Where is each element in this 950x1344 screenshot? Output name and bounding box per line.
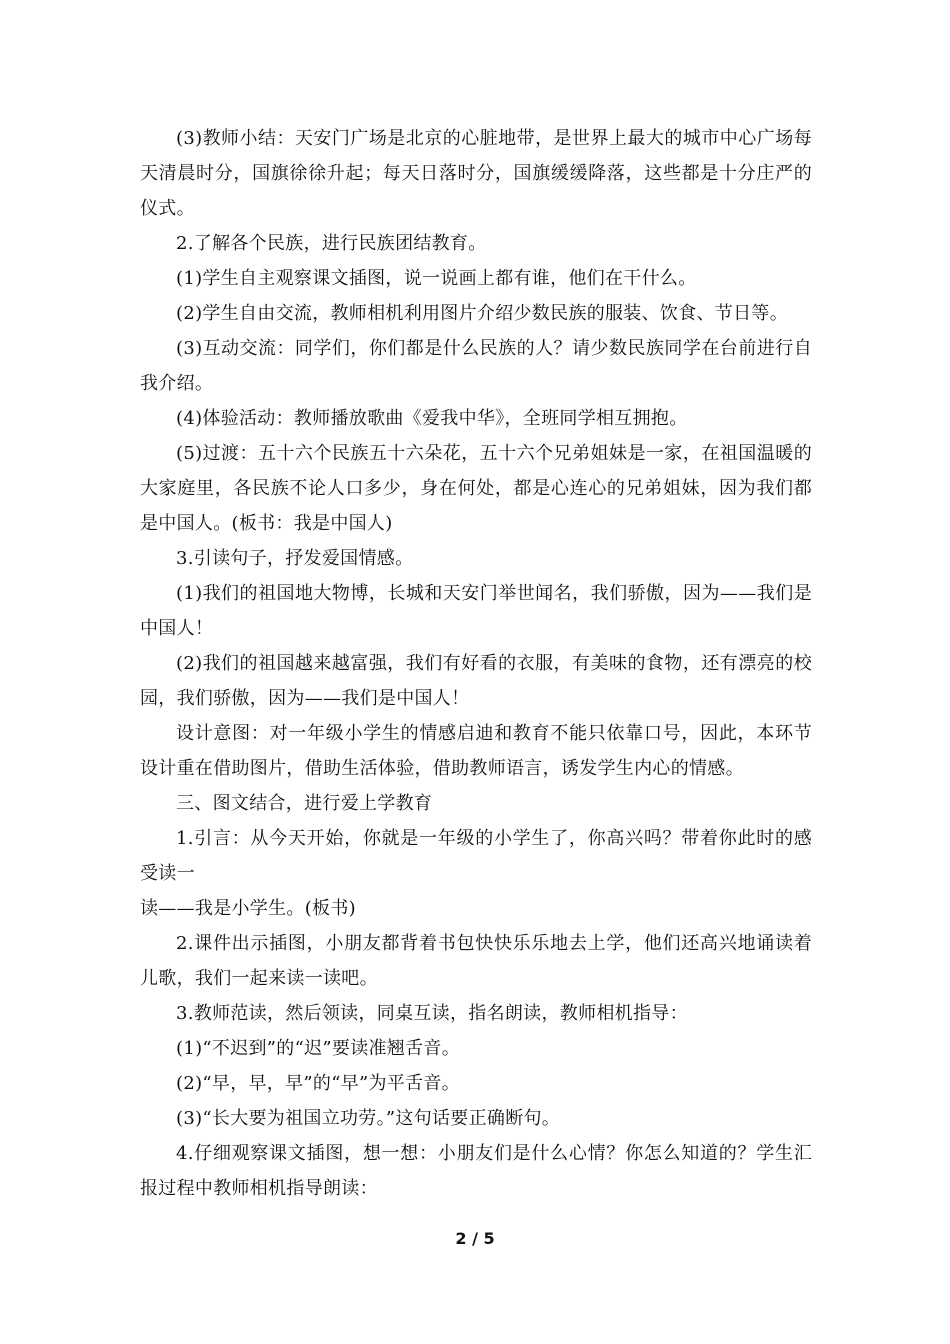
paragraph-item-5-transition: (5)过渡：五十六个民族五十六朵花，五十六个兄弟姐妹是一家，在祖国温暖的大家庭里，各民族不论人口多少，身在何处，都是心连心的兄弟姐妹，因为我们都是中国人。(板书：我是中国人) <box>140 443 812 534</box>
paragraph-item-2-exchange: (2)学生自由交流，教师相机利用图片介绍少数民族的服装、饮食、节日等。 <box>176 303 788 324</box>
paragraph-item-3-interact: (3)互动交流：同学们，你们都是什么民族的人？请少数民族同学在台前进行自我介绍。 <box>140 338 812 394</box>
paragraph-section-2-heading: 2.了解各个民族，进行民族团结教育。 <box>176 233 487 254</box>
paragraph-intro-continued: 读——我是小学生。(板书) <box>140 898 356 919</box>
page-number-indicator: 2 / 5 <box>455 1229 495 1248</box>
paragraph-guided-reading-1: (1)我们的祖国地大物博，长城和天安门举世闻名，我们骄傲，因为——我们是中国人！ <box>140 583 812 639</box>
paragraph-courseware: 2.课件出示插图，小朋友都背着书包快快乐乐地去上学，他们还高兴地诵读着儿歌，我们一起来读一读吧。 <box>140 933 812 989</box>
paragraph-model-reading: 3.教师范读，然后领读，同桌互读，指名朗读，教师相机指导： <box>176 1003 688 1024</box>
paragraph-observe-illustration: 4.仔细观察课文插图，想一想：小朋友们是什么心情？你怎么知道的？学生汇报过程中教师相机指导朗读： <box>140 1143 812 1199</box>
paragraph-pronunciation-2: (2)“早，早，早”的“早”为平舌音。 <box>176 1073 461 1094</box>
paragraph-pronunciation-1: (1)“不迟到”的“迟”要读准翘舌音。 <box>176 1038 461 1059</box>
paragraph-part-3-heading: 三、图文结合，进行爱上学教育 <box>176 793 433 814</box>
document-body <box>140 121 812 1206</box>
paragraph-item-4-activity: (4)体验活动：教师播放歌曲《爱我中华》，全班同学相互拥抱。 <box>176 408 688 429</box>
paragraph-guided-reading-2: (2)我们的祖国越来越富强，我们有好看的衣服，有美味的食物，还有漂亮的校园，我们骄傲，因为——我们是中国人！ <box>140 653 812 709</box>
paragraph-item-1-observe: (1)学生自主观察课文插图，说一说画上都有谁，他们在干什么。 <box>176 268 697 289</box>
paragraph-teacher-summary: (3)教师小结：天安门广场是北京的心脏地带，是世界上最大的城市中心广场每天清晨时分，国旗徐徐升起；每天日落时分，国旗缓缓降落，这些都是十分庄严的仪式。 <box>140 128 812 219</box>
paragraph-intro: 1.引言：从今天开始，你就是一年级的小学生了，你高兴吗？带着你此时的感受读一 <box>140 828 812 884</box>
paragraph-sentence-break: (3)“长大要为祖国立功劳。”这句话要正确断句。 <box>176 1108 561 1129</box>
paragraph-section-3-heading: 3.引读句子，抒发爱国情感。 <box>176 548 414 569</box>
paragraph-design-intent: 设计意图：对一年级小学生的情感启迪和教育不能只依靠口号，因此，本环节设计重在借助图片，借助生活体验，借助教师语言，诱发学生内心的情感。 <box>140 723 812 779</box>
